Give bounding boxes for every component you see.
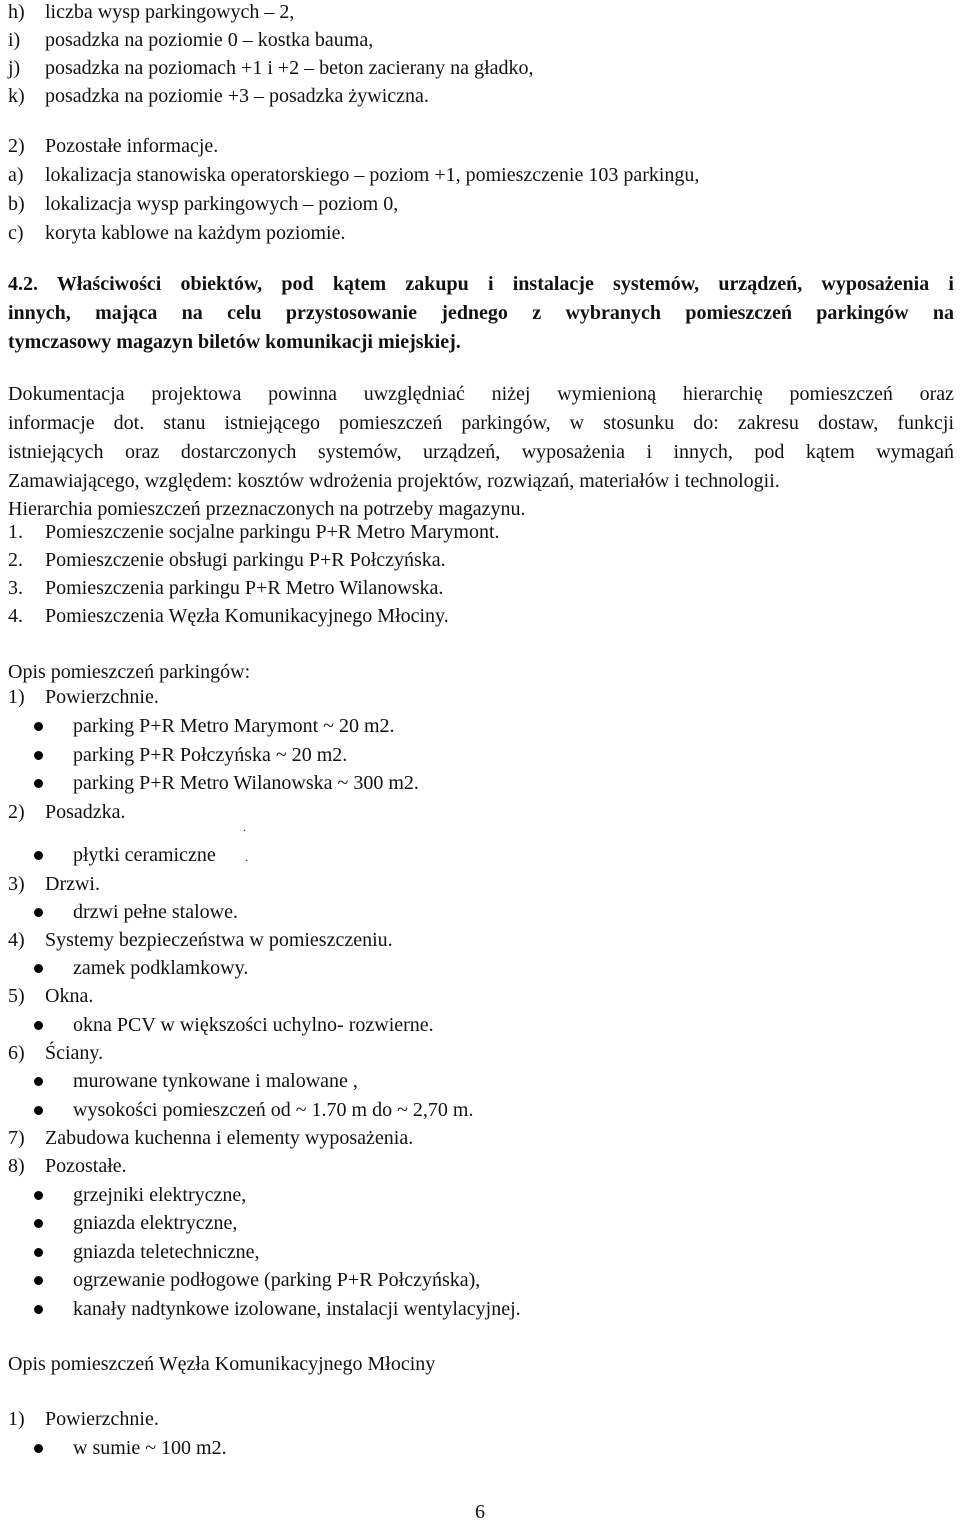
bullet-icon: [34, 751, 43, 760]
list-item: j) posadzka na poziomach +1 i +2 – beton zacierany na gładko,: [8, 57, 534, 79]
page-number: 6: [475, 1501, 485, 1523]
section-heading-line: innych, mająca na celu przystosowanie jednego z wybranych pomieszczeń parkingów na: [8, 302, 954, 324]
section-item: 5) Okna.: [8, 985, 94, 1007]
hierarchy-item: 1. Pomieszczenie socjalne parkingu P+R Metro Marymont.: [8, 521, 500, 543]
bullet-icon: [34, 779, 43, 788]
paragraph-line: Dokumentacja projektowa powinna uwzględniać niżej wymienioną hierarchię pomieszczeń oraz: [8, 383, 954, 405]
list-item: i) posadzka na poziomie 0 – kostka bauma,: [8, 29, 374, 51]
stray-period: .: [243, 820, 246, 834]
hub-desc-title: Opis pomieszczeń Węzła Komunikacyjnego Młociny: [8, 1353, 436, 1375]
list-item: c) koryta kablowe na każdym poziomie.: [8, 222, 346, 244]
list-item: h) liczba wysp parkingowych – 2,: [8, 1, 295, 23]
bullet-icon: [34, 1191, 43, 1200]
bullet-icon: [34, 1219, 43, 1228]
bullet-icon: [34, 1077, 43, 1086]
section-item: 4) Systemy bezpieczeństwa w pomieszczeniu.: [8, 929, 393, 951]
other-info-heading: 2) Pozostałe informacje.: [8, 135, 219, 157]
bullet-icon: [34, 1248, 43, 1257]
parking-desc-title: Opis pomieszczeń parkingów:: [8, 661, 251, 683]
stray-period: .: [245, 850, 248, 864]
bullet-icon: [34, 1444, 43, 1453]
bullet-icon: [34, 1106, 43, 1115]
hierarchy-item: 3. Pomieszczenia parkingu P+R Metro Wilanowska.: [8, 577, 444, 599]
list-item: k) posadzka na poziomie +3 – posadzka żywiczna.: [8, 85, 429, 107]
section-heading-line: 4.2. Właściwości obiektów, pod kątem zakupu i instalacje systemów, urządzeń, wyposażenia i: [8, 273, 954, 295]
paragraph-line: Zamawiającego, względem: kosztów wdrożenia projektów, rozwiązań, materiałów i technologii.: [8, 470, 780, 492]
section-item: 8) Pozostałe.: [8, 1155, 127, 1177]
bullet-icon: [34, 851, 43, 860]
section-heading-line: tymczasowy magazyn biletów komunikacji miejskiej.: [8, 331, 461, 353]
document-page: h) liczba wysp parkingowych – 2, i) posadzka na poziomie 0 – kostka bauma, j) posadzka na poziomach +1 i +2 – beton zacierany na gładko, k) posadzka na poziomie +3 – posadzka żywiczna. 2) Pozostałe informacje. a) lokalizacja stanowiska operatorskiego – poziom +1, pomieszczenie 103 parkingu, b) lokalizacja wysp parkingowych – poziom 0, c) koryta kablowe na każdym poziomie. 4.2. Właściwości obiektów, pod kątem zakupu i instalacje systemów, urządzeń, wyposażenia i innych, mająca na celu przystosowanie jednego z wybranych pomieszczeń parkingów na tymczasowy magazyn biletów komunikacji miejskiej. Dokumentacja projektowa powinna uwzględniać niżej wymienioną hierarchię pomieszczeń oraz informacje dot. stanu istniejącego pomieszczeń parkingów, w stosunku do: zakresu dostaw, funkcji istniejących oraz dostarczonych systemów, urządzeń, wyposażenia i innych, pod kątem wymagań Zamawiającego, względem: kosztów wdrożenia projektów, rozwiązań, materiałów i technologii. Hierarchia pomieszczeń przeznaczonych na potrzeby magazynu. 1. Pomieszczenie socjalne parkingu P+R Metro Marymont. 2. Pomieszczenie obsługi parkingu P+R Połczyńska. 3. Pomieszczenia parkingu P+R Metro Wilanowska. 4. Pomieszczenia Węzła Komunikacyjnego Młociny. Opis pomieszczeń parkingów: 1) Powierzchnie. parking P+R Metro Marymont ~ 20 m2. parking P+R Połczyńska ~ 20 m2. parking P+R Metro Wilanowska ~ 300 m2. 2) Posadzka. . płytki ceramiczne . 3) Drzwi. drzwi pełne stalowe. 4) Systemy bezpieczeństwa w pomieszczeniu. zamek podklamkowy. 5) Okna. okna PCV w większości uchylno- rozwierne. 6) Ściany. murowane tynkowane i malowane , wysokości pomieszczeń od ~ 1.70 m do ~ 2,70 m. 7) Zabudowa kuchenna i elementy wyposażenia. 8) Pozostałe. grzejniki elektryczne, gniazda elektryczne, gniazda teletechniczne, ogrzewanie podłogowe (parking P+R Połczyńska), kanały nadtynkowe izolowane, instalacji wentylacyjnej. Opis pomieszczeń Węzła Komunikacyjnego Młociny 1) Powierzchnie. w sumie ~ 100 m2. 6: [0, 0, 960, 1524]
section-item: 1) Powierzchnie.: [8, 1408, 159, 1430]
bullet-icon: [34, 964, 43, 973]
list-item: b) lokalizacja wysp parkingowych – poziom 0,: [8, 193, 399, 215]
paragraph-line: informacje dot. stanu istniejącego pomieszczeń parkingów, w stosunku do: zakresu dostaw, funkcji: [8, 412, 954, 434]
bullet-icon: [34, 722, 43, 731]
paragraph-line: Hierarchia pomieszczeń przeznaczonych na potrzeby magazynu.: [8, 498, 526, 520]
section-item: 7) Zabudowa kuchenna i elementy wyposażenia.: [8, 1127, 414, 1149]
bullet-icon: [34, 1305, 43, 1314]
list-item: a) lokalizacja stanowiska operatorskiego – poziom +1, pomieszczenie 103 parkingu,: [8, 164, 700, 186]
section-item: 6) Ściany.: [8, 1042, 104, 1064]
bullet-icon: [34, 1276, 43, 1285]
hierarchy-item: 4. Pomieszczenia Węzła Komunikacyjnego Młociny.: [8, 605, 449, 627]
bullet-icon: [34, 1021, 43, 1030]
paragraph-line: istniejących oraz dostarczonych systemów, urządzeń, wyposażenia i innych, pod kątem wymagań: [8, 441, 954, 463]
section-item: 1) Powierzchnie.: [8, 686, 159, 708]
hierarchy-item: 2. Pomieszczenie obsługi parkingu P+R Połczyńska.: [8, 549, 446, 571]
section-item: 3) Drzwi.: [8, 873, 100, 895]
bullet-icon: [34, 908, 43, 917]
section-item: 2) Posadzka.: [8, 801, 126, 823]
